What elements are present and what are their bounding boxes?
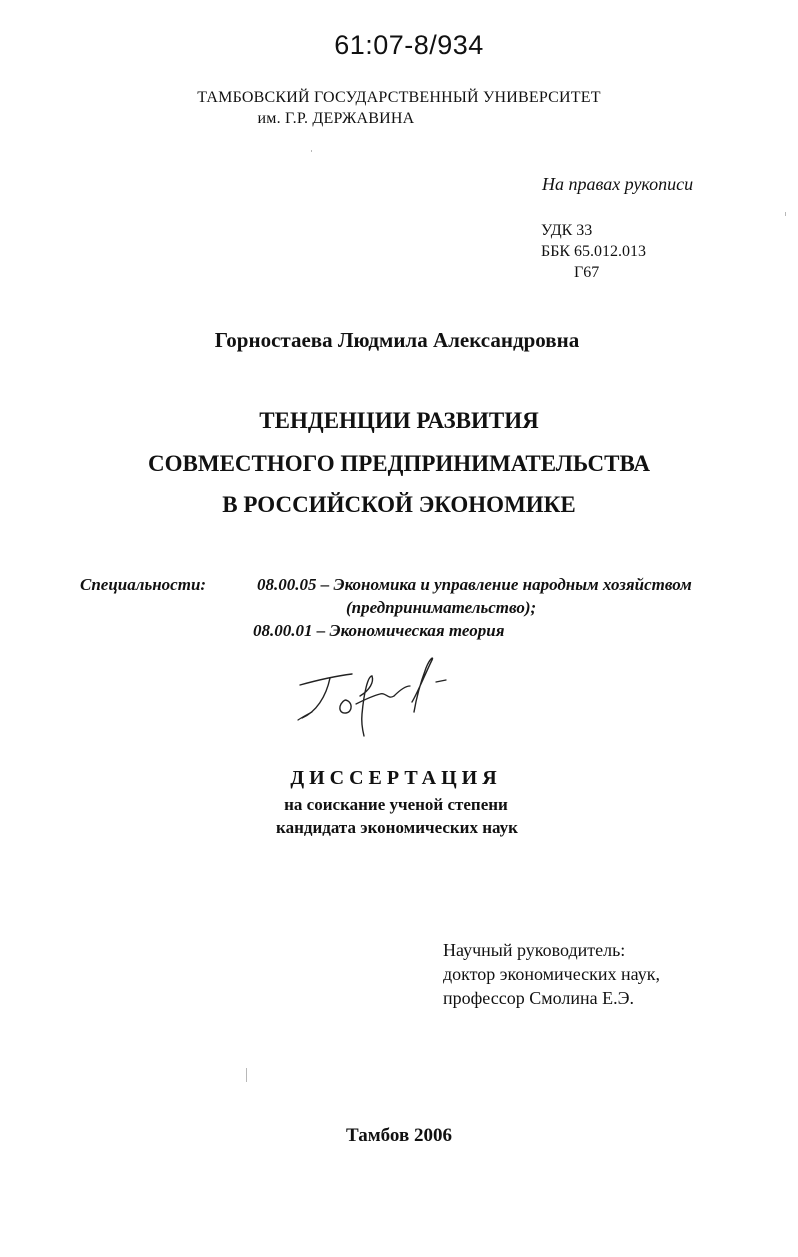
library-stamp-number: 61:07-8/934 [334,30,484,60]
specialty-2: 08.00.01 – Экономическая теория [253,621,505,640]
dissertation-heading: ДИССЕРТАЦИЯ [290,767,502,789]
scan-speck [311,150,312,152]
city-year: Тамбов 2006 [346,1125,452,1146]
thesis-title-line-1: ТЕНДЕНЦИИ РАЗВИТИЯ [259,408,539,433]
thesis-title-line-2: СОВМЕСТНОГО ПРЕДПРИНИМАТЕЛЬСТВА [148,451,650,476]
university-namesake: им. Г.Р. ДЕРЖАВИНА [257,110,415,127]
scan-speck [785,212,786,216]
degree-name: кандидата экономических наук [276,818,518,837]
bbk-code: ББК 65.012.013 [541,243,647,260]
advisor-degree: доктор экономических наук, [443,964,660,984]
specialty-1: 08.00.05 – Экономика и управление народным хозяйством [257,575,692,594]
thesis-title-line-3: В РОССИЙСКОЙ ЭКОНОМИКЕ [222,492,576,517]
udk-code: УДК 33 [541,222,593,239]
advisor-name: профессор Смолина Е.Э. [443,988,634,1008]
university-name: ТАМБОВСКИЙ ГОСУДАРСТВЕННЫЙ УНИВЕРСИТЕТ [197,89,601,106]
degree-purpose: на соискание ученой степени [284,795,508,814]
advisor-label: Научный руководитель: [443,940,626,960]
specialties-label: Специальности: [80,575,207,594]
author-name: Горностаева Людмила Александровна [214,328,580,352]
scan-speck [246,1068,247,1082]
manuscript-rights-note: На правах рукописи [542,174,694,194]
author-code: Г67 [574,264,600,281]
specialty-1-continuation: (предпринимательство); [346,598,537,617]
handwritten-signature [290,652,460,742]
